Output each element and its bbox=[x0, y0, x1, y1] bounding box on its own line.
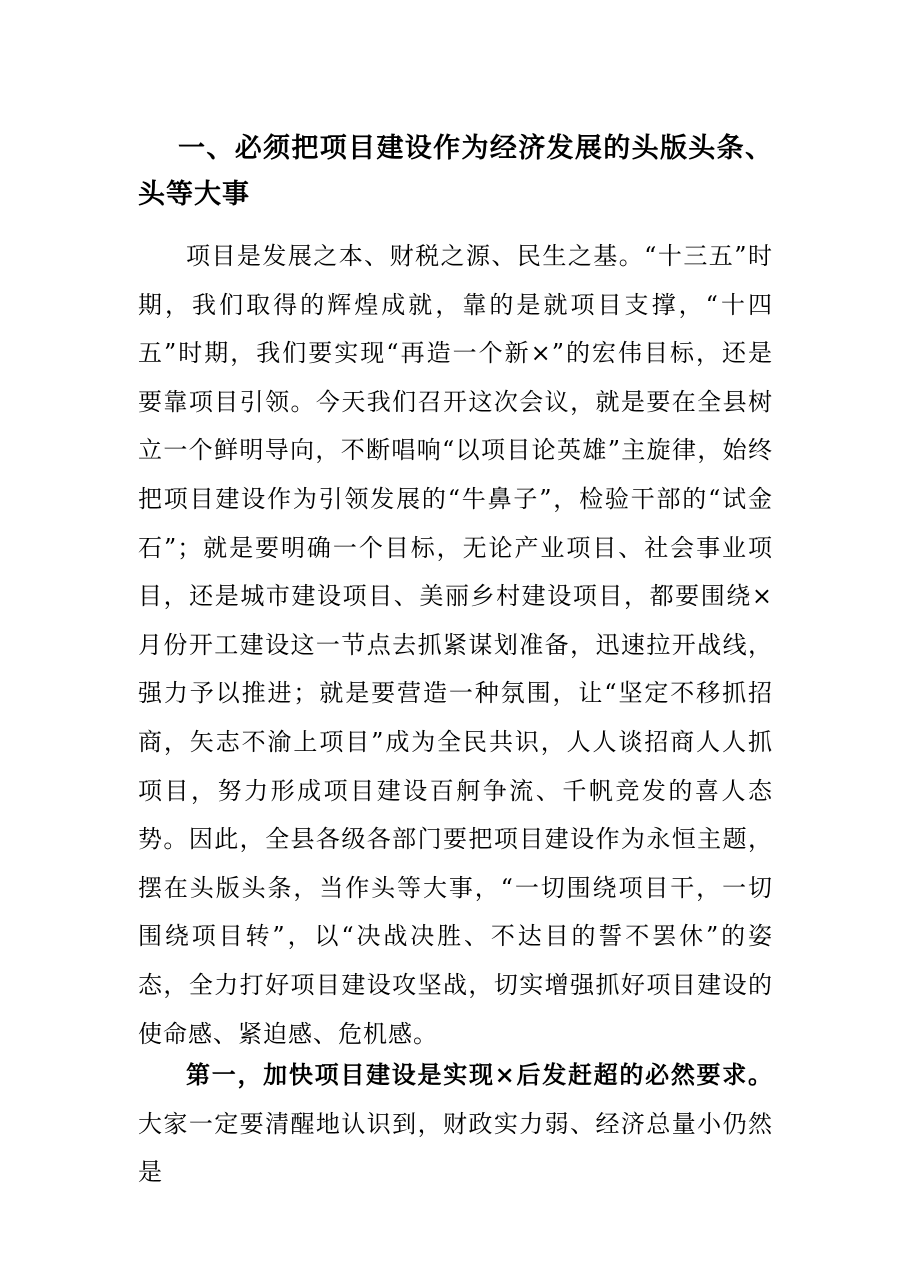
body-paragraph: 项目是发展之本、财税之源、民生之基。“十三五”时期，我们取得的辉煌成就，靠的是就项目支撑，“十四五”时期，我们要实现“再造一个新×”的宏伟目标，还是要靠项目引领。今天我们召开这次会议，就是要在全县树立一个鲜明导向，不断唱响“以项目论英雄”主旋律，始终把项目建设作为引领发展的“牛鼻子”，检验干部的“试金石”；就是要明确一个目标，无论产业项目、社会事业项目，还是城市建设项目、美丽乡村建设项目，都要围绕×月份开工建设这一节点去抓紧谋划准备，迅速拉开战线，强力予以推进；就是要营造一种氛围，让“坚定不移抓招商，矢志不渝上项目”成为全民共识，人人谈招商人人抓项目，努力形成项目建设百舸争流、千帆竞发的喜人态势。因此，全县各级各部门要把项目建设作为永恒主题，摆在头版头条，当作头等大事，“一切围绕项目干，一切围绕项目转”，以“决战决胜、不达目的誓不罢休”的姿态，全力打好项目建设攻坚战，切实增强抓好项目建设的使命感、紧迫感、危机感。 bbox=[138, 242, 773, 1048]
subsection-text: 大家一定要清醒地认识到，财政实力弱、经济总量小仍然是 bbox=[138, 1109, 773, 1187]
subsection-paragraph bbox=[138, 1051, 773, 1197]
subsection-lead: 第一，加快项目建设是实现×后发赶超的必然要求。 bbox=[186, 1060, 773, 1089]
section-heading: 一、必须把项目建设作为经济发展的头版头条、头等大事 bbox=[138, 133, 773, 210]
